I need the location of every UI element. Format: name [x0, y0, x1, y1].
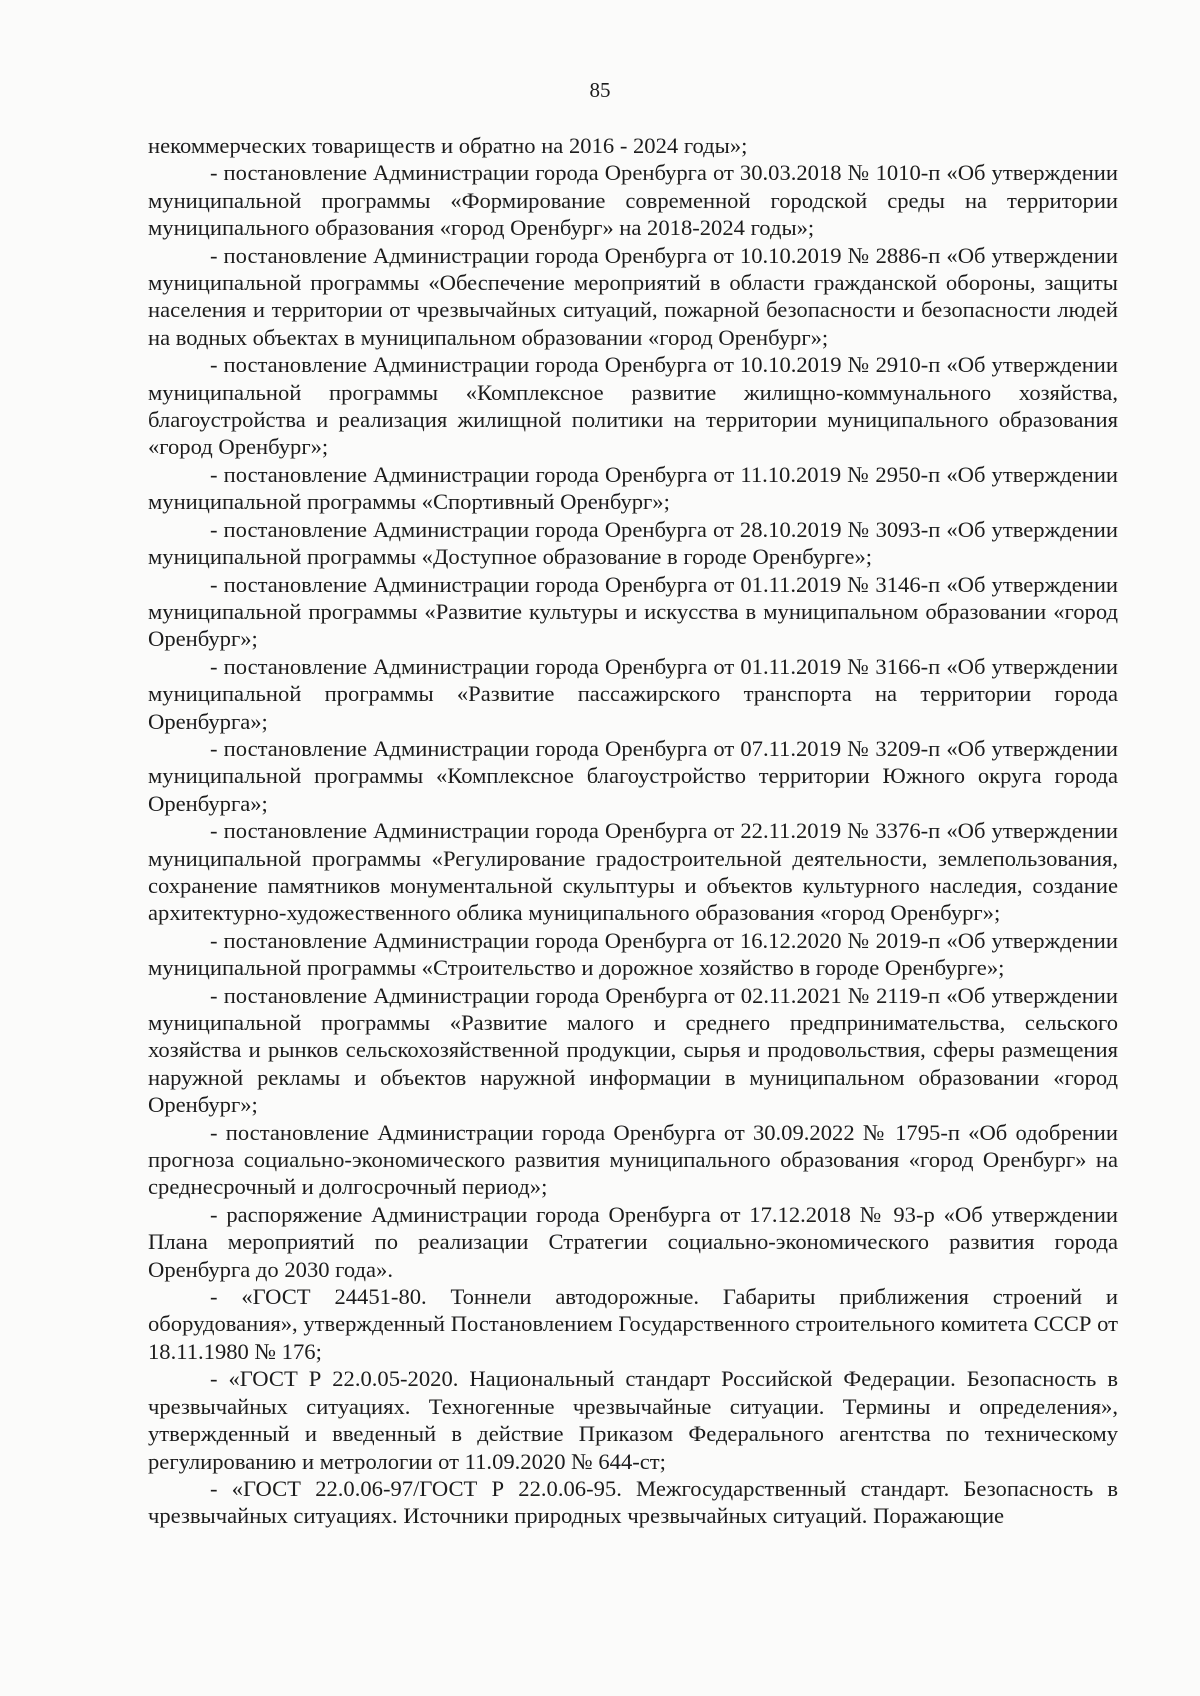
list-item: - постановление Администрации города Оренбурга от 02.11.2021 № 2119-п «Об утверждении муниципальной программы «Развитие малого и среднего предпринимательства, сельского хозяйства и рынков сельскохозяйственной продукции, сырья и продовольствия, сферы размещения наружной рекламы и объектов наружной информации в муниципальном образовании «город Оренбург»;: [148, 982, 1118, 1118]
list-item: - постановление Администрации города Оренбурга от 10.10.2019 № 2910-п «Об утверждении муниципальной программы «Комплексное развитие жилищно-коммунального хозяйства, благоустройства и реализация жилищной политики на территории муниципального образования «город Оренбург»;: [148, 352, 1118, 460]
list-item: - «ГОСТ Р 22.0.05-2020. Национальный стандарт Российской Федерации. Безопасность в чрезвычайных ситуациях. Техногенные чрезвычайные ситуации. Термины и определения», утвержденный и введенный в действие Приказом Федерального агентства по техническому регулированию и метрологии от 11.09.2020 № 644-ст;: [148, 1366, 1118, 1474]
list-item: - постановление Администрации города Оренбурга от 01.11.2019 № 3166-п «Об утверждении муниципальной программы «Развитие пассажирского транспорта на территории города Оренбурга»;: [148, 653, 1118, 734]
list-item: - постановление Администрации города Оренбурга от 16.12.2020 № 2019-п «Об утверждении муниципальной программы «Строительство и дорожное хозяйство в городе Оренбурге»;: [148, 927, 1118, 981]
list-item: - «ГОСТ 24451-80. Тоннели автодорожные. Габариты приближения строений и оборудования», утвержденный Постановлением Государственного строительного комитета СССР от 18.11.1980 № 176;: [148, 1284, 1118, 1364]
list-item: - «ГОСТ 22.0.06-97/ГОСТ Р 22.0.06-95. Межгосударственный стандарт. Безопасность в чрезвычайных ситуациях. Источники природных чрезвычайных ситуаций. Поражающие: [148, 1475, 1118, 1529]
list-item: - постановление Администрации города Оренбурга от 11.10.2019 № 2950-п «Об утверждении муниципальной программы «Спортивный Оренбург»;: [148, 461, 1118, 515]
list-item: - постановление Администрации города Оренбурга от 22.11.2019 № 3376-п «Об утверждении муниципальной программы «Регулирование градостроительной деятельности, землепользования, сохранение памятников монументальной скульптуры и объектов культурного наследия, создание архитектурно-художественного облика муниципального образования «город Оренбург»;: [148, 818, 1118, 926]
paragraph-continuation: некоммерческих товариществ и обратно на 2016 - 2024 годы»;: [148, 133, 748, 158]
list-item: - распоряжение Администрации города Оренбурга от 17.12.2018 № 93-р «Об утверждении Плана мероприятий по реализации Стратегии социально-экономического развития города Оренбурга до 2030 года».: [148, 1201, 1118, 1282]
list-item: - постановление Администрации города Оренбурга от 07.11.2019 № 3209-п «Об утверждении муниципальной программы «Комплексное благоустройство территории Южного округа города Оренбурга»;: [148, 735, 1118, 816]
list-item: - постановление Администрации города Оренбурга от 28.10.2019 № 3093-п «Об утверждении муниципальной программы «Доступное образование в городе Оренбурге»;: [148, 516, 1118, 570]
list-item: - постановление Администрации города Оренбурга от 01.11.2019 № 3146-п «Об утверждении муниципальной программы «Развитие культуры и искусства в муниципальном образовании «город Оренбург»;: [148, 571, 1118, 652]
list-item: - постановление Администрации города Оренбурга от 10.10.2019 № 2886-п «Об утверждении муниципальной программы «Обеспечение мероприятий в области гражданской обороны, защиты населения и территории от чрезвычайных ситуаций, пожарной безопасности и безопасности людей на водных объектах в муниципальном образовании «город Оренбург»;: [148, 242, 1118, 350]
page-number: 85: [589, 78, 611, 102]
list-item: - постановление Администрации города Оренбурга от 30.03.2018 № 1010-п «Об утверждении муниципальной программы «Формирование современной городской среды на территории муниципального образования «город Оренбург» на 2018-2024 годы»;: [148, 160, 1118, 241]
list-item: - постановление Администрации города Оренбурга от 30.09.2022 № 1795-п «Об одобрении прогноза социально-экономического развития муниципального образования «город Оренбург» на среднесрочный и долгосрочный период»;: [148, 1119, 1118, 1200]
document-body: [148, 132, 1118, 1530]
